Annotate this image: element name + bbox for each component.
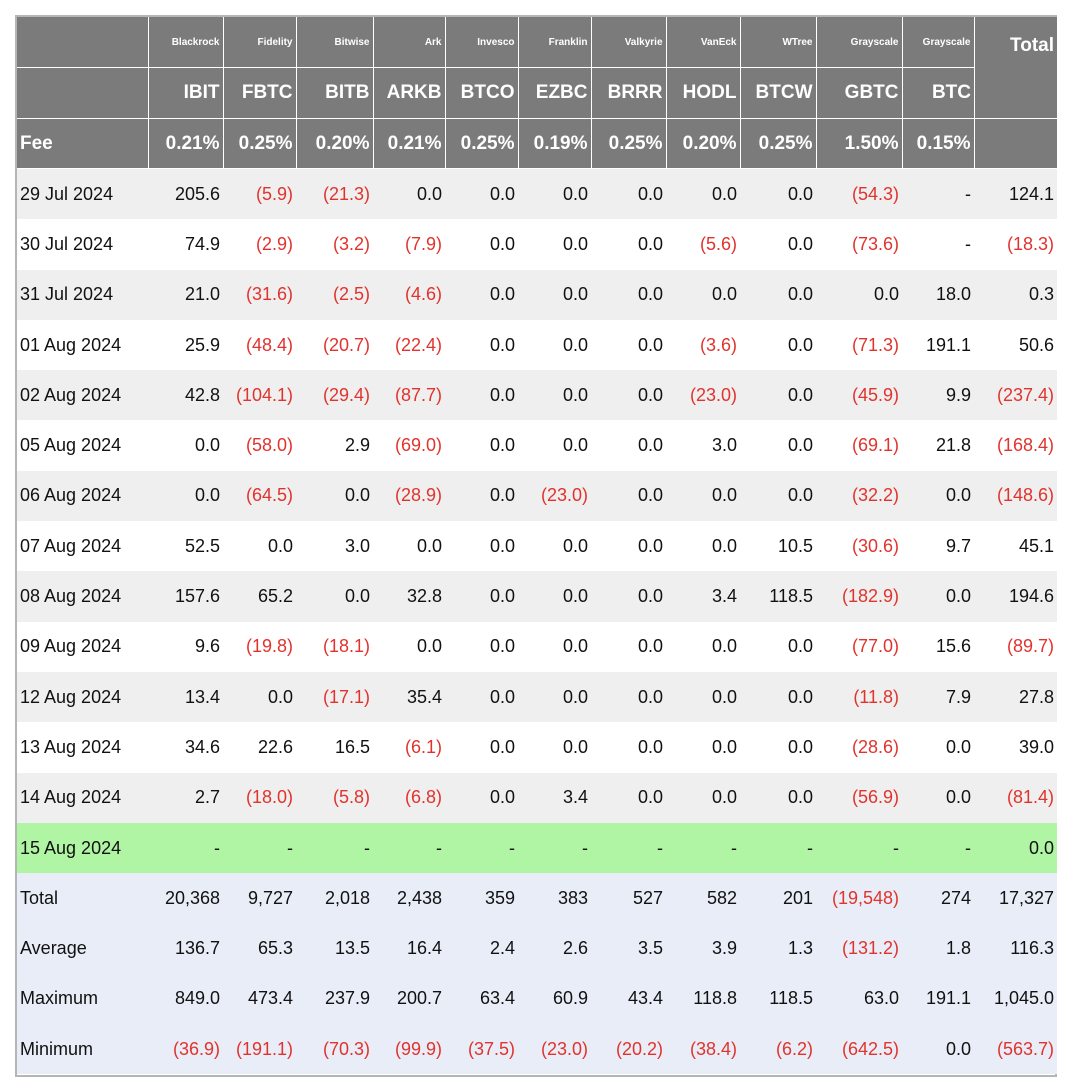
flow-cell: 9.6 (148, 622, 223, 672)
table-row (17, 420, 1057, 470)
flow-cell: 22.6 (223, 722, 296, 772)
summary-cell: (36.9) (148, 1024, 223, 1074)
flow-cell: 0.0 (740, 471, 816, 521)
summary-cell: 20,368 (148, 873, 223, 923)
flow-cell: 0.0 (740, 219, 816, 269)
flow-cell: 205.6 (148, 169, 223, 220)
table-row (17, 722, 1057, 772)
flow-cell: 0.0 (223, 521, 296, 571)
flow-cell: (77.0) (816, 622, 902, 672)
issuer-header: VanEck (666, 17, 740, 68)
summary-cell: 17,327 (974, 873, 1057, 923)
summary-cell: 116.3 (974, 923, 1057, 973)
flow-cell: 0.0 (445, 320, 518, 370)
fee-header: 0.15% (902, 119, 974, 169)
flow-cell: (182.9) (816, 571, 902, 621)
flow-cell: 191.1 (902, 320, 974, 370)
summary-cell: 16.4 (373, 923, 445, 973)
summary-cell: (38.4) (666, 1024, 740, 1074)
flow-cell: (45.9) (816, 370, 902, 420)
flow-cell: 0.0 (518, 320, 591, 370)
issuer-header: Valkyrie (591, 17, 666, 68)
ticker-header: BTCW (740, 68, 816, 119)
summary-cell: 1.8 (902, 923, 974, 973)
issuer-header: Grayscale (816, 17, 902, 68)
date-cell: 09 Aug 2024 (17, 622, 148, 672)
flow-cell: (2.5) (296, 270, 373, 320)
fee-header: 1.50% (816, 119, 902, 169)
flow-cell: (73.6) (816, 219, 902, 269)
flow-cell: 0.0 (740, 773, 816, 823)
issuer-header: Blackrock (148, 17, 223, 68)
flow-cell: (18.0) (223, 773, 296, 823)
flow-cell: 0.0 (445, 722, 518, 772)
flow-cell: 157.6 (148, 571, 223, 621)
flow-cell: - (666, 823, 740, 873)
summary-cell: (23.0) (518, 1024, 591, 1074)
ticker-header: GBTC (816, 68, 902, 119)
flow-cell: (19.8) (223, 622, 296, 672)
flow-cell: (18.1) (296, 622, 373, 672)
row-total-cell: (81.4) (974, 773, 1057, 823)
ticker-header: FBTC (223, 68, 296, 119)
flow-cell: (104.1) (223, 370, 296, 420)
flow-cell: (3.6) (666, 320, 740, 370)
table-row (17, 773, 1057, 823)
flow-cell: (23.0) (666, 370, 740, 420)
flow-cell: 25.9 (148, 320, 223, 370)
date-cell: 02 Aug 2024 (17, 370, 148, 420)
corner-cell (17, 68, 148, 119)
flow-cell: 0.0 (740, 672, 816, 722)
summary-cell: 849.0 (148, 974, 223, 1024)
flow-cell: - (902, 219, 974, 269)
flow-cell: 0.0 (902, 722, 974, 772)
flow-cell: (20.7) (296, 320, 373, 370)
fee-header: 0.25% (740, 119, 816, 169)
flow-cell: 0.0 (591, 521, 666, 571)
summary-label: Average (17, 923, 148, 973)
fee-header: 0.25% (445, 119, 518, 169)
flow-cell: (23.0) (518, 471, 591, 521)
flow-cell: 0.0 (591, 420, 666, 470)
summary-cell: 237.9 (296, 974, 373, 1024)
summary-cell: (20.2) (591, 1024, 666, 1074)
issuer-header: Bitwise (296, 17, 373, 68)
row-total-cell: 0.3 (974, 270, 1057, 320)
summary-cell: 201 (740, 873, 816, 923)
flow-cell: - (223, 823, 296, 873)
flow-cell: 0.0 (591, 471, 666, 521)
summary-cell: 63.0 (816, 974, 902, 1024)
flow-cell: 0.0 (591, 571, 666, 621)
date-cell: 13 Aug 2024 (17, 722, 148, 772)
flow-cell: 0.0 (445, 471, 518, 521)
flow-cell: (54.3) (816, 169, 902, 220)
flow-cell: 0.0 (445, 169, 518, 220)
summary-cell: (191.1) (223, 1024, 296, 1074)
summary-cell: 13.5 (296, 923, 373, 973)
row-total-cell: (89.7) (974, 622, 1057, 672)
total-column-header: Total (974, 17, 1057, 119)
summary-cell: (563.7) (974, 1024, 1057, 1074)
flow-cell: 3.4 (518, 773, 591, 823)
flow-cell: 3.4 (666, 571, 740, 621)
flow-cell: 0.0 (373, 622, 445, 672)
flow-cell: - (591, 823, 666, 873)
date-cell: 05 Aug 2024 (17, 420, 148, 470)
flow-cell: 42.8 (148, 370, 223, 420)
fee-header: 0.25% (591, 119, 666, 169)
flow-cell: (69.1) (816, 420, 902, 470)
flow-cell: - (296, 823, 373, 873)
flow-cell: 0.0 (666, 471, 740, 521)
issuer-header: Ark (373, 17, 445, 68)
flow-cell: 0.0 (591, 722, 666, 772)
flow-cell: (5.9) (223, 169, 296, 220)
flow-cell: (5.8) (296, 773, 373, 823)
flow-cell: 2.9 (296, 420, 373, 470)
ticker-header: IBIT (148, 68, 223, 119)
table-row (17, 521, 1057, 571)
fee-header-empty (974, 119, 1057, 169)
row-total-cell: (18.3) (974, 219, 1057, 269)
ticker-header: BTC (902, 68, 974, 119)
flow-cell: 9.9 (902, 370, 974, 420)
summary-cell: 1.3 (740, 923, 816, 973)
flow-cell: 21.8 (902, 420, 974, 470)
flow-cell: (4.6) (373, 270, 445, 320)
flow-cell: 0.0 (591, 773, 666, 823)
issuer-header: Grayscale (902, 17, 974, 68)
summary-row-total (17, 873, 1057, 923)
flow-cell: 0.0 (445, 622, 518, 672)
flow-cell: 0.0 (518, 420, 591, 470)
flow-cell: 18.0 (902, 270, 974, 320)
flow-cell: (28.9) (373, 471, 445, 521)
flow-cell: 0.0 (740, 270, 816, 320)
flow-cell: 2.7 (148, 773, 223, 823)
fee-header: 0.25% (223, 119, 296, 169)
table-row (17, 370, 1057, 420)
flow-cell: 0.0 (445, 270, 518, 320)
flow-cell: - (373, 823, 445, 873)
flow-cell: 0.0 (666, 722, 740, 772)
table-row (17, 672, 1057, 722)
summary-cell: 1,045.0 (974, 974, 1057, 1024)
date-cell: 31 Jul 2024 (17, 270, 148, 320)
summary-cell: 473.4 (223, 974, 296, 1024)
flow-cell: - (740, 823, 816, 873)
summary-row-minimum (17, 1024, 1057, 1074)
table-row (17, 169, 1057, 220)
flow-cell: 35.4 (373, 672, 445, 722)
flow-cell: 0.0 (591, 622, 666, 672)
flow-cell: 0.0 (518, 270, 591, 320)
flow-cell: 0.0 (518, 722, 591, 772)
flow-cell: 21.0 (148, 270, 223, 320)
date-cell: 14 Aug 2024 (17, 773, 148, 823)
flow-cell: - (445, 823, 518, 873)
summary-cell: 191.1 (902, 974, 974, 1024)
fee-header: 0.20% (666, 119, 740, 169)
summary-cell: (70.3) (296, 1024, 373, 1074)
flow-cell: 0.0 (445, 773, 518, 823)
flow-cell: 0.0 (666, 270, 740, 320)
summary-cell: 43.4 (591, 974, 666, 1024)
summary-cell: 118.5 (740, 974, 816, 1024)
row-total-cell: 0.0 (974, 823, 1057, 873)
flow-cell: 0.0 (148, 420, 223, 470)
fee-header: 0.21% (373, 119, 445, 169)
date-cell: 07 Aug 2024 (17, 521, 148, 571)
flow-cell: 0.0 (666, 521, 740, 571)
flow-cell: - (816, 823, 902, 873)
ticker-header: EZBC (518, 68, 591, 119)
table-row (17, 320, 1057, 370)
summary-cell: 60.9 (518, 974, 591, 1024)
summary-cell: 2,438 (373, 873, 445, 923)
summary-cell: (131.2) (816, 923, 902, 973)
flow-cell: 0.0 (666, 773, 740, 823)
flow-cell: 9.7 (902, 521, 974, 571)
summary-cell: 274 (902, 873, 974, 923)
flow-cell: 0.0 (740, 370, 816, 420)
fee-header: 0.19% (518, 119, 591, 169)
flow-cell: 0.0 (591, 672, 666, 722)
ticker-header: BTCO (445, 68, 518, 119)
date-cell: 06 Aug 2024 (17, 471, 148, 521)
issuer-header: WTree (740, 17, 816, 68)
flow-cell: 0.0 (666, 622, 740, 672)
summary-cell: (19,548) (816, 873, 902, 923)
flow-cell: 0.0 (740, 420, 816, 470)
flow-cell: 0.0 (518, 169, 591, 220)
flow-cell: (6.8) (373, 773, 445, 823)
summary-body (17, 873, 1057, 1074)
flow-cell: (22.4) (373, 320, 445, 370)
flow-cell: 0.0 (445, 521, 518, 571)
flow-cell: 0.0 (445, 672, 518, 722)
summary-row-average (17, 923, 1057, 973)
summary-cell: 3.5 (591, 923, 666, 973)
summary-cell: 2.6 (518, 923, 591, 973)
daily-flows-body (17, 169, 1057, 874)
flow-cell: (21.3) (296, 169, 373, 220)
flow-cell: - (902, 169, 974, 220)
flow-cell: (31.6) (223, 270, 296, 320)
issuer-header: Invesco (445, 17, 518, 68)
flow-cell: (7.9) (373, 219, 445, 269)
issuer-header-row (17, 17, 1057, 68)
flow-cell: 0.0 (296, 471, 373, 521)
flow-cell: 3.0 (296, 521, 373, 571)
flow-cell: (29.4) (296, 370, 373, 420)
summary-label: Total (17, 873, 148, 923)
flow-cell: 0.0 (740, 622, 816, 672)
ticker-header: ARKB (373, 68, 445, 119)
summary-cell: 136.7 (148, 923, 223, 973)
flow-cell: (69.0) (373, 420, 445, 470)
summary-cell: 63.4 (445, 974, 518, 1024)
row-total-cell: 45.1 (974, 521, 1057, 571)
summary-cell: 3.9 (666, 923, 740, 973)
flow-cell: 0.0 (518, 521, 591, 571)
ticker-header-row (17, 68, 1057, 119)
flow-cell: 0.0 (902, 571, 974, 621)
table-row (17, 622, 1057, 672)
flow-cell: 0.0 (740, 169, 816, 220)
flow-cell: (28.6) (816, 722, 902, 772)
issuer-header: Fidelity (223, 17, 296, 68)
flow-cell: (48.4) (223, 320, 296, 370)
flow-cell: (32.2) (816, 471, 902, 521)
summary-label: Maximum (17, 974, 148, 1024)
flow-cell: 52.5 (148, 521, 223, 571)
table-row (17, 471, 1057, 521)
summary-cell: (99.9) (373, 1024, 445, 1074)
flow-cell: 34.6 (148, 722, 223, 772)
etf-flow-table-container (15, 15, 1057, 1077)
flow-cell: 0.0 (591, 320, 666, 370)
flow-cell: 0.0 (902, 773, 974, 823)
date-cell: 29 Jul 2024 (17, 169, 148, 220)
flow-cell: 0.0 (740, 320, 816, 370)
flow-cell: 0.0 (518, 571, 591, 621)
flow-cell: 0.0 (518, 622, 591, 672)
ticker-header: BITB (296, 68, 373, 119)
flow-cell: 0.0 (373, 521, 445, 571)
flow-cell: 15.6 (902, 622, 974, 672)
flow-cell: 0.0 (591, 169, 666, 220)
row-total-cell: 39.0 (974, 722, 1057, 772)
corner-cell (17, 17, 148, 68)
flow-cell: 10.5 (740, 521, 816, 571)
flow-cell: 13.4 (148, 672, 223, 722)
summary-cell: 582 (666, 873, 740, 923)
flow-cell: 0.0 (445, 219, 518, 269)
flow-cell: (64.5) (223, 471, 296, 521)
date-cell: 15 Aug 2024 (17, 823, 148, 873)
flow-cell: (17.1) (296, 672, 373, 722)
summary-cell: 9,727 (223, 873, 296, 923)
summary-label: Minimum (17, 1024, 148, 1074)
row-total-cell: (237.4) (974, 370, 1057, 420)
flow-cell: (2.9) (223, 219, 296, 269)
flow-cell: (3.2) (296, 219, 373, 269)
flow-cell: 0.0 (296, 571, 373, 621)
flow-cell: 0.0 (518, 219, 591, 269)
flow-cell: 0.0 (902, 471, 974, 521)
flow-cell: 0.0 (591, 219, 666, 269)
flow-cell: - (518, 823, 591, 873)
flow-cell: 0.0 (740, 722, 816, 772)
flow-cell: 0.0 (816, 270, 902, 320)
flow-cell: 16.5 (296, 722, 373, 772)
flow-cell: 0.0 (591, 270, 666, 320)
summary-row-maximum (17, 974, 1057, 1024)
flow-cell: 118.5 (740, 571, 816, 621)
flow-cell: 0.0 (445, 571, 518, 621)
ticker-header: BRRR (591, 68, 666, 119)
fee-header-row (17, 119, 1057, 169)
row-total-cell: (148.6) (974, 471, 1057, 521)
flow-cell: (71.3) (816, 320, 902, 370)
fee-label: Fee (17, 119, 148, 169)
table-row (17, 270, 1057, 320)
flow-cell: 0.0 (148, 471, 223, 521)
row-total-cell: 194.6 (974, 571, 1057, 621)
flow-cell: 0.0 (445, 420, 518, 470)
flow-cell: 7.9 (902, 672, 974, 722)
summary-cell: 359 (445, 873, 518, 923)
date-cell: 12 Aug 2024 (17, 672, 148, 722)
bitcoin-etf-flows-table (17, 17, 1057, 1074)
flow-cell: 3.0 (666, 420, 740, 470)
summary-cell: 2.4 (445, 923, 518, 973)
row-total-cell: 124.1 (974, 169, 1057, 220)
summary-cell: 383 (518, 873, 591, 923)
flow-cell: (11.8) (816, 672, 902, 722)
fee-header: 0.20% (296, 119, 373, 169)
flow-cell: (58.0) (223, 420, 296, 470)
date-cell: 08 Aug 2024 (17, 571, 148, 621)
flow-cell: - (148, 823, 223, 873)
summary-cell: (642.5) (816, 1024, 902, 1074)
flow-cell: 74.9 (148, 219, 223, 269)
flow-cell: 0.0 (518, 672, 591, 722)
summary-cell: 65.3 (223, 923, 296, 973)
summary-cell: (6.2) (740, 1024, 816, 1074)
row-total-cell: 50.6 (974, 320, 1057, 370)
summary-cell: 2,018 (296, 873, 373, 923)
flow-cell: 32.8 (373, 571, 445, 621)
summary-cell: 527 (591, 873, 666, 923)
flow-cell: 0.0 (445, 370, 518, 420)
flow-cell: (6.1) (373, 722, 445, 772)
fee-header: 0.21% (148, 119, 223, 169)
issuer-header: Franklin (518, 17, 591, 68)
flow-cell: 0.0 (223, 672, 296, 722)
table-row-current-day (17, 823, 1057, 873)
flow-cell: 0.0 (373, 169, 445, 220)
flow-cell: 0.0 (666, 169, 740, 220)
ticker-header: HODL (666, 68, 740, 119)
row-total-cell: (168.4) (974, 420, 1057, 470)
table-row (17, 219, 1057, 269)
flow-cell: (56.9) (816, 773, 902, 823)
flow-cell: 0.0 (591, 370, 666, 420)
summary-cell: 0.0 (902, 1024, 974, 1074)
flow-cell: (30.6) (816, 521, 902, 571)
row-total-cell: 27.8 (974, 672, 1057, 722)
flow-cell: (87.7) (373, 370, 445, 420)
flow-cell: 0.0 (518, 370, 591, 420)
date-cell: 30 Jul 2024 (17, 219, 148, 269)
date-cell: 01 Aug 2024 (17, 320, 148, 370)
flow-cell: 65.2 (223, 571, 296, 621)
flow-cell: (5.6) (666, 219, 740, 269)
summary-cell: 200.7 (373, 974, 445, 1024)
summary-cell: (37.5) (445, 1024, 518, 1074)
table-row (17, 571, 1057, 621)
flow-cell: 0.0 (666, 672, 740, 722)
flow-cell: - (902, 823, 974, 873)
summary-cell: 118.8 (666, 974, 740, 1024)
